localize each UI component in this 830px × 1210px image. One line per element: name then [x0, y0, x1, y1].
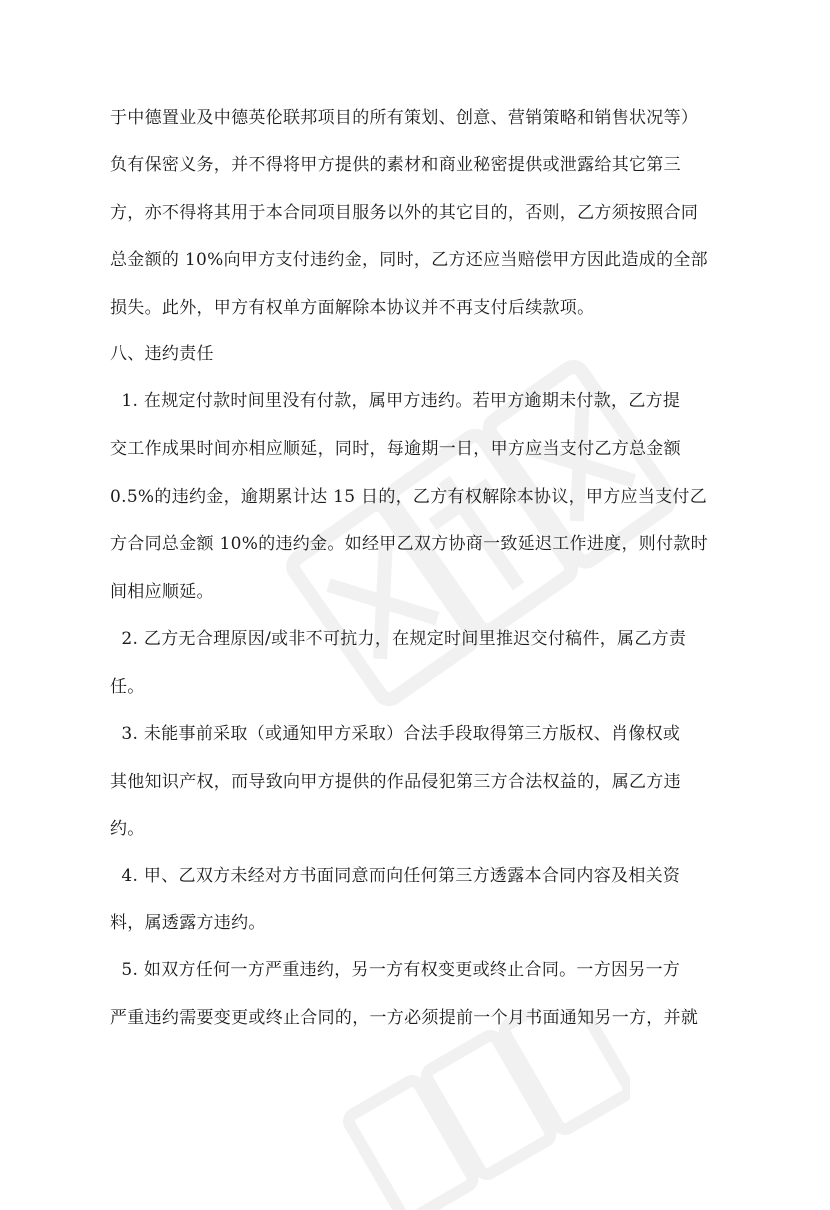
- list-item: 5. 如双方任何一方严重违约，另一方有权变更或终止合同。一方因另一方: [110, 960, 681, 980]
- text-line: 交工作成果时间亦相应顺延，同时，每逾期一日，甲方应当支付乙方总金额: [110, 439, 681, 459]
- text-line: 约。: [110, 819, 145, 839]
- text-line: 总金额的 10%向甲方支付违约金，同时，乙方还应当赔偿甲方因此造成的全部: [110, 250, 708, 270]
- text-line: 料，属透露方违约。: [110, 913, 266, 933]
- text-line: 0.5%的违约金，逾期累计达 15 日的，乙方有权解除本协议，甲方应当支付乙: [110, 487, 708, 507]
- list-item: 1. 在规定付款时间里没有付款，属甲方违约。若甲方逾期未付款，乙方提: [110, 391, 681, 411]
- text-line: 方，亦不得将其用于本合同项目服务以外的其它目的，否则，乙方须按照合同: [110, 203, 699, 223]
- list-item: 4. 甲、乙双方未经对方书面同意而向任何第三方透露本合同内容及相关资: [110, 866, 681, 886]
- list-item: 3. 未能事前采取（或通知甲方采取）合法手段取得第三方版权、肖像权或: [110, 724, 681, 744]
- watermark-graphic-bottom: [330, 1010, 630, 1210]
- text-line: 方合同总金额 10%的违约金。如经甲乙双方协商一致延迟工作进度，则付款时: [110, 534, 708, 554]
- text-line: 其他知识产权，而导致向甲方提供的作品侵犯第三方合法权益的，属乙方违: [110, 772, 681, 792]
- section-heading: 八、违约责任: [110, 344, 214, 364]
- text-line: 任。: [110, 677, 145, 697]
- text-line: 间相应顺延。: [110, 582, 214, 602]
- text-line: 损失。此外，甲方有权单方面解除本协议并不再支付后续款项。: [110, 298, 595, 318]
- text-line: 于中德置业及中德英伦联邦项目的所有策划、创意、营销策略和销售状况等）: [110, 108, 699, 128]
- list-item: 2. 乙方无合理原因/或非不可抗力，在规定时间里推迟交付稿件，属乙方责: [110, 629, 687, 649]
- text-line: 负有保密义务，并不得将甲方提供的素材和商业秘密提供或泄露给其它第三: [110, 155, 681, 175]
- text-line: 严重违约需要变更或终止合同的，一方必须提前一个月书面通知另一方，并就: [110, 1008, 699, 1028]
